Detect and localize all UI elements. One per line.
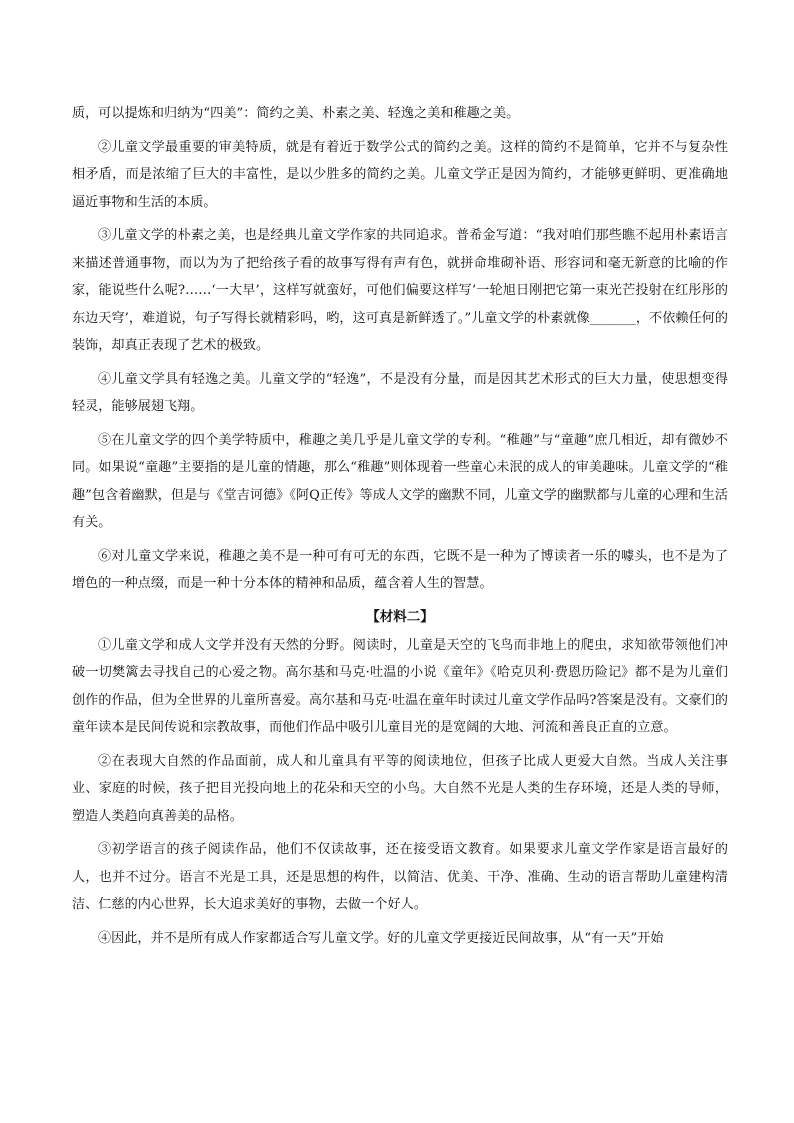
document-body — [72, 100, 728, 952]
paragraph-3: ③儿童文学的朴素之美，也是经典儿童文学作家的共同追求。普希金写道：“我对咱们那些瞧不起用朴素语言来描述普通事物，而以为为了把给孩子看的故事写得有声有色，就拼命堆砌补语、形容词和毫无新意的比喻的作家，能说些什么呢?……‘一大早’，这样写就蛮好，可他们偏要这样写‘一轮旭日刚把它第一束光芒投射在红彤彤的东边天穹’，难道说，句子写得长就精彩吗，哟，这可真是新鲜透了。”儿童文学的朴素就像_______，不依赖任何的装饰，却真正表现了艺术的极致。 — [72, 228, 728, 353]
material-two-paragraph-4: ④因此，并不是所有成人作家都适合写儿童文学。好的儿童文学更接近民间故事，从“有一天”开始 — [98, 930, 664, 946]
paragraph-6: ⑥对儿童文学来说，稚趣之美不是一种可有可无的东西，它既不是一种为了博读者一乐的噱头，也不是为了增色的一种点缀，而是一种十分本体的精神和品质，蕴含着人生的智慧。 — [72, 548, 728, 591]
material-two-paragraph-2: ②在表现大自然的作品面前，成人和儿童具有平等的阅读地位，但孩子比成人更爱大自然。当成人关注事业、家庭的时候，孩子把目光投向地上的花朵和天空的小鸟。大自然不光是人类的生存环境，还是人类的导师，塑造人类趋向真善美的品格。 — [72, 753, 728, 824]
paragraph-continuation: 质，可以提炼和归纳为“四美”：简约之美、朴素之美、轻逸之美和稚趣之美。 — [72, 106, 520, 121]
paragraph-2: ②儿童文学最重要的审美特质，就是有着近于数学公式的简约之美。这样的简约不是简单，它并不与复杂性相矛盾，而是浓缩了巨大的丰富性，是以少胜多的简约之美。儿童文学正是因为简约，才能够更鲜明、更准确地逼近事物和生活的本质。 — [72, 139, 728, 210]
material-two-paragraph-1: ①儿童文学和成人文学并没有天然的分野。阅读时，儿童是天空的飞鸟而非地上的爬虫，求知欲带领他们冲破一切樊篱去寻找自己的心爱之物。高尔基和马克·吐温的小说《童年》《哈克贝利·费恩历险记》都不是为儿童们创作的作品，但为全世界的儿童所喜爱。高尔基和马克·吐温在童年时读过儿童文学作品吗?答案是没有。文豪们的童年读本是民间传说和宗教故事，而他们作品中吸引儿童目光的是宽阔的大地、河流和善良正直的立意。 — [72, 637, 728, 735]
material-two-paragraph-3: ③初学语言的孩子阅读作品，他们不仅读故事，还在接受语文教育。如果要求儿童文学作家是语言最好的人，也并不过分。语言不光是工具，还是思想的构件，以简洁、优美、干净、准确、生动的语言帮助儿童建构清洁、仁慈的内心世界，长大追求美好的事物，去做一个好人。 — [72, 842, 728, 912]
paragraph-4: ④儿童文学具有轻逸之美。儿童文学的“轻逸”，不是没有分量，而是因其艺术形式的巨大力量，使思想变得轻灵，能够展翅飞翔。 — [72, 371, 728, 414]
material-two-heading: 【材料二】 — [366, 608, 434, 625]
paragraph-5: ⑤在儿童文学的四个美学特质中，稚趣之美几乎是儿童文学的专利。“稚趣”与“童趣”庶几相近，却有微妙不同。如果说“童趣”主要指的是儿童的情趣，那么“稚趣”则体现着一些童心未泯的成人的审美趣味。儿童文学的“稚趣”包含着幽默，但是与《堂吉诃德》《阿Q正传》等成人文学的幽默不同，儿童文学的幽默都与儿童的心理和生活有关。 — [72, 432, 728, 530]
